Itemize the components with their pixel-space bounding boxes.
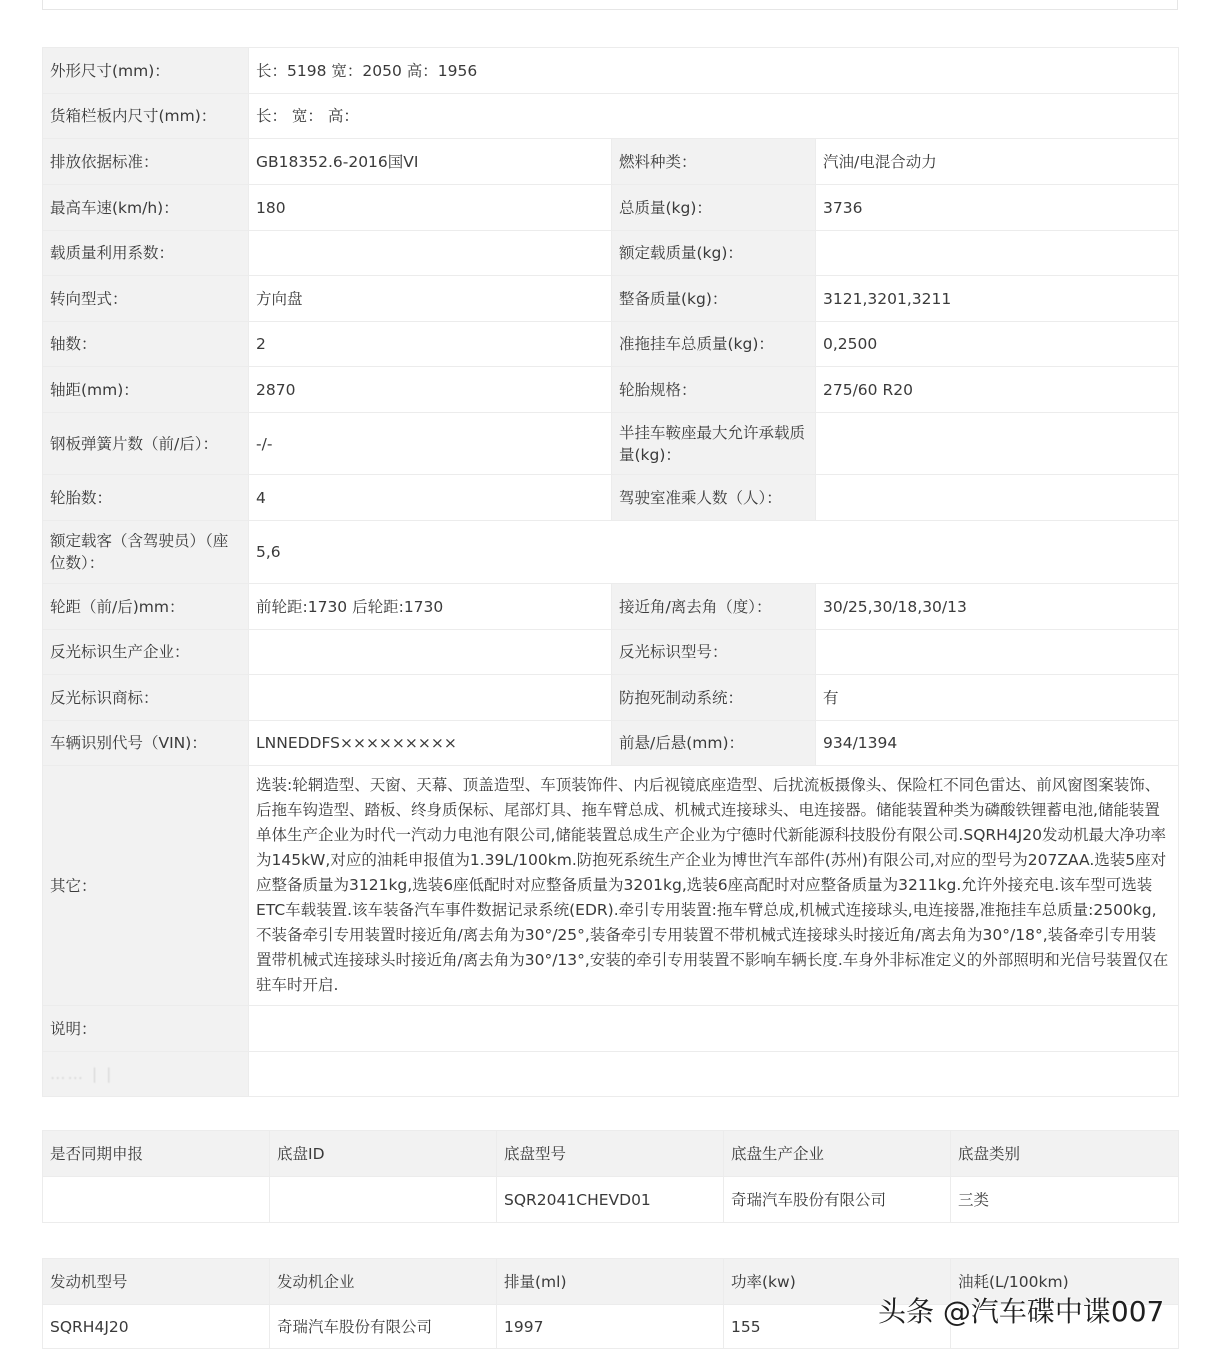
spec-value xyxy=(249,1006,1179,1052)
column-header: 发动机企业 xyxy=(270,1259,497,1305)
top-table-edge xyxy=(42,0,1178,10)
spec-value: 2 xyxy=(249,322,612,367)
table-cell: SQRH4J20 xyxy=(43,1305,270,1349)
spec-value xyxy=(816,231,1179,276)
spec-label: 接近角/离去角（度）： xyxy=(612,584,816,630)
spec-value: 5,6 xyxy=(249,521,1179,584)
table-row xyxy=(43,1052,1179,1097)
spec-label: 最高车速(km/h)： xyxy=(43,185,249,231)
vehicle-spec-table xyxy=(42,47,1179,1097)
spec-label: 轮距（前/后)mm： xyxy=(43,584,249,630)
spec-value xyxy=(816,630,1179,675)
table-cell: 1997 xyxy=(497,1305,724,1349)
spec-label: 载质量利用系数： xyxy=(43,231,249,276)
column-header: 油耗(L/100km) xyxy=(951,1259,1179,1305)
column-header: 底盘类别 xyxy=(951,1131,1179,1177)
spec-label: 说明： xyxy=(43,1006,249,1052)
table-row xyxy=(43,630,1179,675)
spec-label xyxy=(43,1052,249,1097)
table-row xyxy=(43,94,1179,139)
spec-value xyxy=(249,630,612,675)
spec-label: 车辆识别代号（VIN)： xyxy=(43,721,249,766)
spec-value: 934/1394 xyxy=(816,721,1179,766)
spec-label: 前悬/后悬(mm)： xyxy=(612,721,816,766)
spec-value: 有 xyxy=(816,675,1179,721)
spec-value: GB18352.6-2016国VI xyxy=(249,139,612,185)
table-row xyxy=(43,766,1179,1006)
spec-value: -/- xyxy=(249,413,612,475)
spec-value: 3736 xyxy=(816,185,1179,231)
spec-label: 防抱死制动系统： xyxy=(612,675,816,721)
table-cell: SQR2041CHEVD01 xyxy=(497,1177,724,1223)
spec-label: 驾驶室准乘人数（人）： xyxy=(612,475,816,521)
table-row xyxy=(43,322,1179,367)
spec-label: 轮胎规格： xyxy=(612,367,816,413)
table-row xyxy=(43,1006,1179,1052)
column-header: 底盘型号 xyxy=(497,1131,724,1177)
spec-label: 反光标识生产企业： xyxy=(43,630,249,675)
spec-value: 2870 xyxy=(249,367,612,413)
spec-label: 轴距(mm)： xyxy=(43,367,249,413)
table-cell: 三类 xyxy=(951,1177,1179,1223)
spec-value: 长：5198 宽：2050 高：1956 xyxy=(249,48,1179,94)
spec-value xyxy=(249,231,612,276)
spec-value xyxy=(249,1052,1179,1097)
table-row xyxy=(43,231,1179,276)
spec-label: 轴数： xyxy=(43,322,249,367)
chassis-table xyxy=(42,1130,1179,1223)
spec-label: 总质量(kg)： xyxy=(612,185,816,231)
spec-label: 额定载质量(kg)： xyxy=(612,231,816,276)
table-row xyxy=(43,475,1179,521)
table-row xyxy=(43,413,1179,475)
spec-value: 180 xyxy=(249,185,612,231)
spec-label: 轮胎数： xyxy=(43,475,249,521)
spec-value: LNNEDDFS××××××××× xyxy=(249,721,612,766)
table-row xyxy=(43,185,1179,231)
spec-value: 3121,3201,3211 xyxy=(816,276,1179,322)
spec-other-text: 选装:轮辋造型、天窗、天幕、顶盖造型、车顶装饰件、内后视镜底座造型、后扰流板摄像头、保险杠不同色雷达、前风窗图案装饰、后拖车钩造型、踏板、终身质保标、尾部灯具、拖车臂总成、机械式连接球头、电连接器。储能装置种类为磷酸铁锂蓄电池,储能装置单体生产企业为时代一汽动力电池有限公司,储能装置总成生产企业为宁德时代新能源科技股份有限公司.SQRH4J20发动机最大净功率为145kW,对应的油耗申报值为1.39L/100km.防抱死系统生产企业为博世汽车部件(苏州)有限公司,对应的型号为207ZAA.选装5座对应整备质量为3121kg,选装6座低配时对应整备质量为3201kg,选装6座高配时对应整备质量为3211kg.允许外接充电.该车型可选装ETC车载装置.该车装备汽车事件数据记录系统(EDR).牵引专用装置:拖车臂总成,机械式连接球头,电连接器,准拖挂车总质量:2500kg,不装备牵引专用装置时接近角/离去角为30°/25°,装备牵引专用装置不带机械式连接球头时接近角/离去角为30°/18°,装备牵引专用装置带机械式连接球头时接近角/离去角为30°/13°,安装的牵引专用装置不影响车辆长度.车身外非标准定义的外部照明和光信号装置仅在驻车时开启. xyxy=(249,766,1179,1006)
spec-label: 燃料种类： xyxy=(612,139,816,185)
column-header: 发动机型号 xyxy=(43,1259,270,1305)
spec-label: 钢板弹簧片数（前/后）： xyxy=(43,413,249,475)
spec-label: 排放依据标准： xyxy=(43,139,249,185)
table-cell: 155 xyxy=(724,1305,951,1349)
spec-value: 汽油/电混合动力 xyxy=(816,139,1179,185)
spec-value: 30/25,30/18,30/13 xyxy=(816,584,1179,630)
spec-label: 半挂车鞍座最大允许承载质量(kg)： xyxy=(612,413,816,475)
table-cell: 奇瑞汽车股份有限公司 xyxy=(724,1177,951,1223)
spec-label: 货箱栏板内尺寸(mm)： xyxy=(43,94,249,139)
spec-value: 0,2500 xyxy=(816,322,1179,367)
table-cell xyxy=(270,1177,497,1223)
spec-value: 275/60 R20 xyxy=(816,367,1179,413)
table-cell xyxy=(43,1177,270,1223)
watermark: 头条 @汽车碟中谍007 xyxy=(878,1295,1165,1328)
spec-label: 准拖挂车总质量(kg)： xyxy=(612,322,816,367)
spec-label: 额定载客（含驾驶员）（座位数）： xyxy=(43,521,249,584)
spec-value xyxy=(249,675,612,721)
spec-label: 转向型式： xyxy=(43,276,249,322)
table-row xyxy=(43,48,1179,94)
column-header: 功率(kw) xyxy=(724,1259,951,1305)
column-header: 底盘生产企业 xyxy=(724,1131,951,1177)
table-row xyxy=(43,584,1179,630)
spec-value: 方向盘 xyxy=(249,276,612,322)
spec-label: 反光标识型号： xyxy=(612,630,816,675)
table-row xyxy=(43,721,1179,766)
spec-label: 反光标识商标： xyxy=(43,675,249,721)
column-header: 是否同期申报 xyxy=(43,1131,270,1177)
table-row xyxy=(43,139,1179,185)
column-header: 底盘ID xyxy=(270,1131,497,1177)
table-row xyxy=(43,521,1179,584)
spec-value: 长： 宽： 高： xyxy=(249,94,1179,139)
spec-label: 外形尺寸(mm)： xyxy=(43,48,249,94)
spec-value: 前轮距:1730 后轮距:1730 xyxy=(249,584,612,630)
spec-value xyxy=(816,475,1179,521)
table-row xyxy=(43,1177,1179,1223)
table-row xyxy=(43,367,1179,413)
spec-label: 其它： xyxy=(43,766,249,1006)
table-header-row xyxy=(43,1131,1179,1177)
spec-value: 4 xyxy=(249,475,612,521)
table-row xyxy=(43,675,1179,721)
spec-label: 整备质量(kg)： xyxy=(612,276,816,322)
blurred-label: …… | | xyxy=(50,1065,114,1083)
column-header: 排量(ml) xyxy=(497,1259,724,1305)
table-row xyxy=(43,276,1179,322)
table-cell: 奇瑞汽车股份有限公司 xyxy=(270,1305,497,1349)
spec-value xyxy=(816,413,1179,475)
